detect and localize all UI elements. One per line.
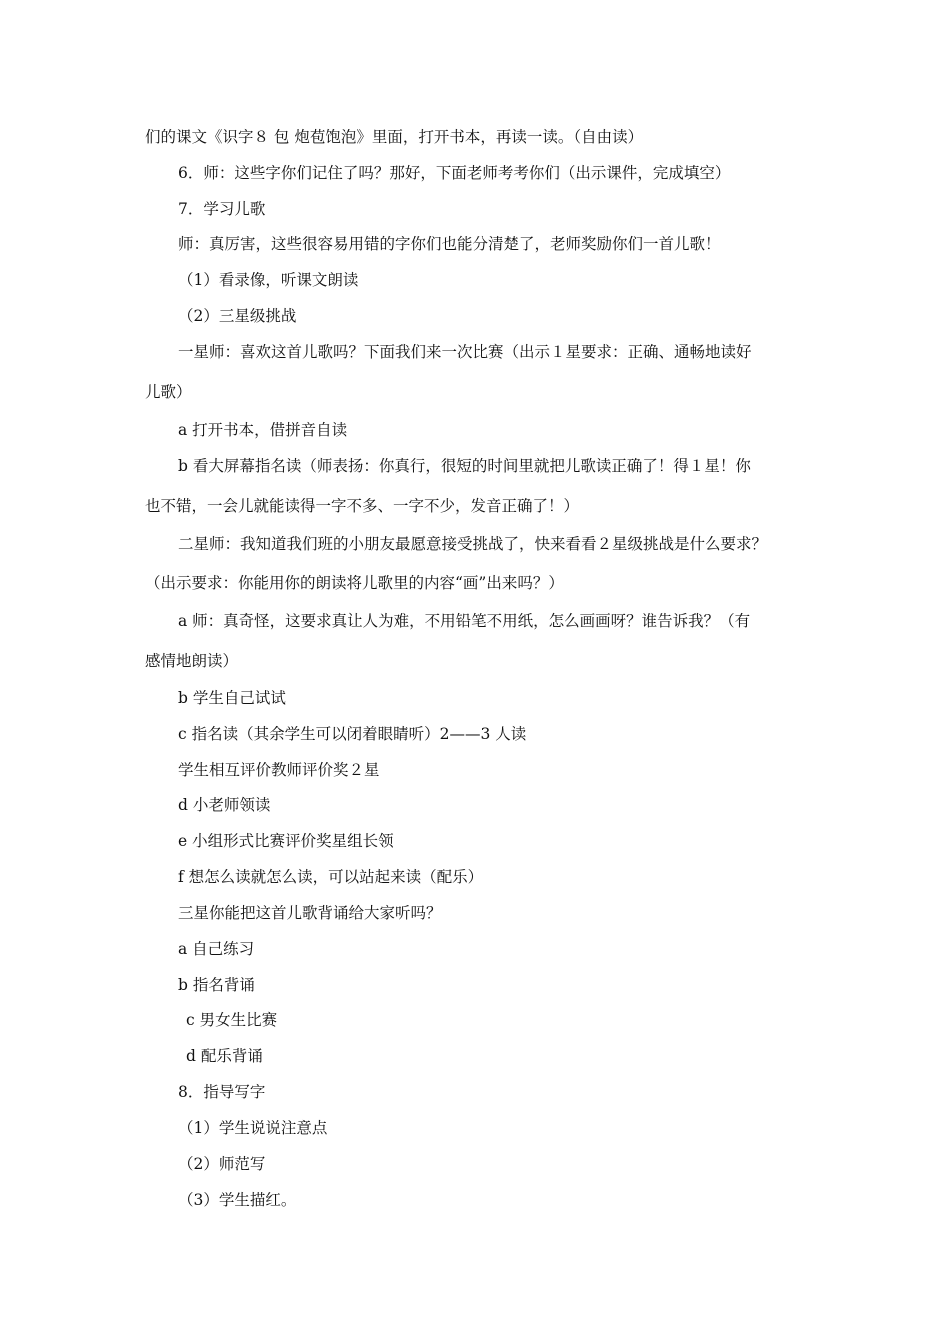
text-line-25: c 男女生比赛	[186, 1011, 278, 1029]
text-line-28: （1）学生说说注意点	[178, 1119, 328, 1137]
text-line-22: 三星你能把这首儿歌背诵给大家听吗？	[178, 904, 442, 922]
text-line-8: 儿歌）	[145, 383, 192, 401]
text-line-3: 7．学习儿歌	[178, 200, 266, 218]
text-line-18: 学生相互评价教师评价奖２星	[178, 761, 380, 779]
text-line-2: 6．师：这些字你们记住了吗？那好，下面老师考考你们（出示课件，完成填空）	[178, 164, 731, 182]
text-line-14: a 师：真奇怪，这要求真让人为难，不用铅笔不用纸，怎么画画呀？谁告诉我？（有	[178, 612, 751, 630]
text-line-13: （出示要求：你能用你的朗读将儿歌里的内容“画”出来吗？）	[145, 574, 564, 592]
text-line-30: （3）学生描红。	[178, 1191, 297, 1209]
text-line-16: b 学生自己试试	[178, 689, 286, 707]
text-line-12: 二星师：我知道我们班的小朋友最愿意接受挑战了，快来看看２星级挑战是什么要求？	[178, 535, 768, 553]
text-line-5: （1）看录像，听课文朗读	[178, 271, 359, 289]
text-line-6: （2）三星级挑战	[178, 307, 297, 325]
text-line-17: c 指名读（其余学生可以闭着眼睛听）2——3 人读	[178, 725, 527, 743]
text-line-27: 8．指导写字	[178, 1083, 266, 1101]
text-line-26: d 配乐背诵	[186, 1047, 263, 1065]
text-line-1: 们的课文《识字８ 包 炮苞饱泡》里面，打开书本，再读一读。（自由读）	[145, 128, 644, 146]
text-line-19: d 小老师领读	[178, 796, 271, 814]
text-line-4: 师：真厉害，这些很容易用错的字你们也能分清楚了，老师奖励你们一首儿歌！	[178, 235, 721, 253]
text-line-29: （2）师范写	[178, 1155, 266, 1173]
text-line-24: b 指名背诵	[178, 976, 255, 994]
text-line-9: a 打开书本，借拼音自读	[178, 421, 348, 439]
text-line-21: f 想怎么读就怎么读，可以站起来读（配乐）	[178, 868, 484, 886]
text-line-7: 一星师：喜欢这首儿歌吗？下面我们来一次比赛（出示１星要求：正确、通畅地读好	[178, 343, 752, 361]
text-line-23: a 自己练习	[178, 940, 255, 958]
text-line-11: 也不错，一会儿就能读得一字不多、一字不少，发音正确了！）	[145, 497, 580, 515]
text-line-10: b 看大屏幕指名读（师表扬：你真行，很短的时间里就把儿歌读正确了！得１星！你	[178, 457, 751, 475]
text-line-20: e 小组形式比赛评价奖星组长领	[178, 832, 394, 850]
text-line-15: 感情地朗读）	[145, 652, 239, 670]
